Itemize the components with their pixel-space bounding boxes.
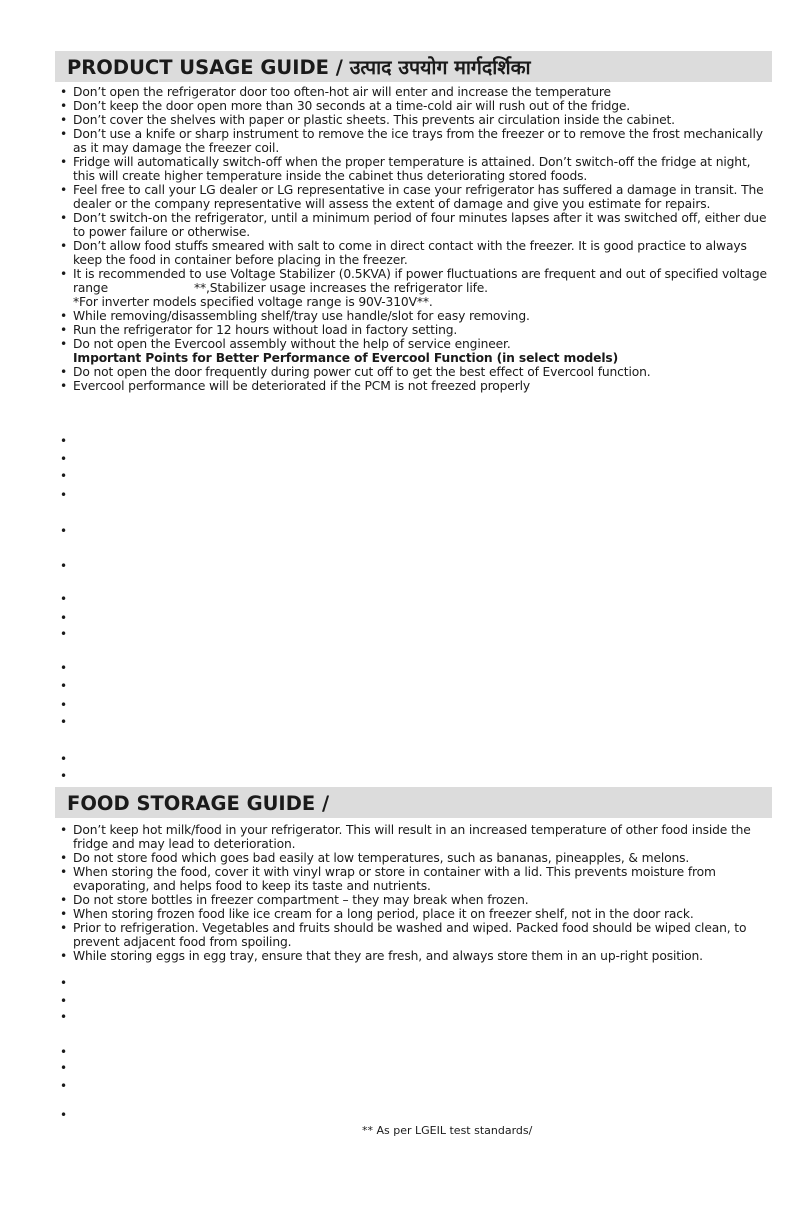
- list-item: • Don’t open the refrigerator door too often-hot air will enter and increase the temperature: [60, 85, 611, 99]
- empty-bullet: •: [60, 452, 68, 466]
- empty-bullet: •: [60, 994, 68, 1008]
- empty-bullet: •: [60, 679, 68, 693]
- empty-bullet: •: [60, 698, 68, 712]
- empty-bullet: •: [60, 434, 68, 448]
- empty-bullet: •: [60, 611, 68, 625]
- list-item: • Do not open the door frequently during power cut off to get the best effect of Evercool function.: [60, 365, 651, 379]
- list-item: • Don’t keep the door open more than 30 seconds at a time-cold air will rush out of the fridge.: [60, 99, 631, 113]
- list-item: • Do not open the Evercool assembly without the help of service engineer.: [60, 337, 511, 351]
- evercool-heading: Important Points for Better Performance of Evercool Function (in select models): [73, 351, 619, 365]
- list-item-stabilizer: • It is recommended to use Voltage Stabilizer (0.5KVA) if power fluctuations are frequent and out of specified voltage range **,Stabilizer usage increases the refrigerator life.: [60, 267, 767, 295]
- list-item: • Do not store food which goes bad easily at low temperatures, such as bananas, pineapples, & melons.: [60, 851, 690, 865]
- list-item: • Fridge will automatically switch-off when the proper temperature is attained. Don’t switch-off the fridge at night, this will create higher temperature inside the cabinet thus deteriorating stored foods.: [60, 155, 751, 183]
- list-item: • When storing frozen food like ice cream for a long period, place it on freezer shelf, not in the door rack.: [60, 907, 694, 921]
- empty-bullet: •: [60, 627, 68, 641]
- inverter-note: *For inverter models specified voltage range is 90V-310V**.: [73, 295, 433, 309]
- empty-bullet: •: [60, 1079, 68, 1093]
- usage-guide-list: [58, 85, 768, 393]
- empty-bullet: •: [60, 524, 68, 538]
- list-item: • Don’t allow food stuffs smeared with salt to come in direct contact with the freezer. It is good practice to always keep the food in container before placing in the freezer.: [60, 239, 747, 267]
- empty-bullet: •: [60, 469, 68, 483]
- food-storage-guide-heading: FOOD STORAGE GUIDE /: [55, 787, 772, 818]
- empty-bullet: •: [60, 976, 68, 990]
- list-item: • Feel free to call your LG dealer or LG representative in case your refrigerator has suffered a damage in transit. The dealer or the company representative will assess the extent of damage and give you estimate for repairs.: [60, 183, 764, 211]
- food-storage-list: [58, 823, 768, 963]
- list-item: • While storing eggs in egg tray, ensure that they are fresh, and always store them in an up-right position.: [60, 949, 703, 963]
- empty-bullet: •: [60, 1061, 68, 1075]
- list-item: • Run the refrigerator for 12 hours without load in factory setting.: [60, 323, 458, 337]
- list-item: • While removing/disassembling shelf/tray use handle/slot for easy removing.: [60, 309, 530, 323]
- empty-bullet: •: [60, 488, 68, 502]
- footnote: ** As per LGEIL test standards/: [362, 1124, 533, 1137]
- list-item: • Prior to refrigeration. Vegetables and fruits should be washed and wiped. Packed food should be wiped clean, to prevent adjacent food from spoiling.: [60, 921, 747, 949]
- empty-bullet: •: [60, 752, 68, 766]
- product-usage-guide-heading: PRODUCT USAGE GUIDE / उत्पाद उपयोग मार्गदर्शिका: [55, 51, 772, 82]
- list-item: • Don’t cover the shelves with paper or plastic sheets. This prevents air circulation inside the cabinet.: [60, 113, 675, 127]
- empty-bullet: •: [60, 559, 68, 573]
- list-item: • Do not store bottles in freezer compartment – they may break when frozen.: [60, 893, 529, 907]
- list-item: • Evercool performance will be deteriorated if the PCM is not freezed properly: [60, 379, 530, 393]
- list-item: • Don’t keep hot milk/food in your refrigerator. This will result in an increased temperature of other food inside the fridge and may lead to deterioration.: [60, 823, 751, 851]
- empty-bullet: •: [60, 1010, 68, 1024]
- list-item: • Don’t switch-on the refrigerator, until a minimum period of four minutes lapses after it was switched off, either due to power failure or otherwise.: [60, 211, 767, 239]
- empty-bullet: •: [60, 769, 68, 783]
- empty-bullet: •: [60, 592, 68, 606]
- list-item: • Don’t use a knife or sharp instrument to remove the ice trays from the freezer or to remove the frost mechanically as it may damage the freezer coil.: [60, 127, 763, 155]
- empty-bullet: •: [60, 661, 68, 675]
- list-item: • When storing the food, cover it with vinyl wrap or store in container with a lid. This prevents moisture from evaporating, and helps food to keep its taste and nutrients.: [60, 865, 716, 893]
- empty-bullet: •: [60, 1108, 68, 1122]
- empty-bullet: •: [60, 1045, 68, 1059]
- empty-bullet: •: [60, 715, 68, 729]
